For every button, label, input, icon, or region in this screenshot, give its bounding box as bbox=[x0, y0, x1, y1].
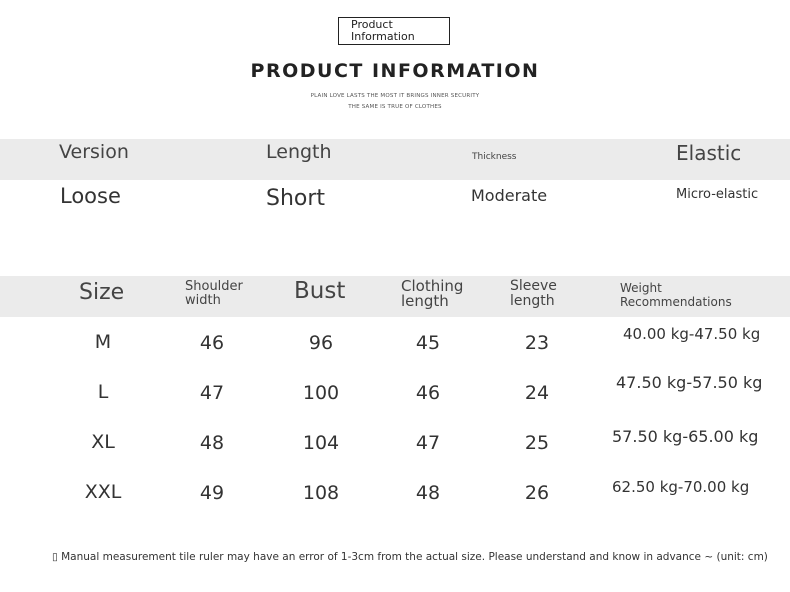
weight-header bbox=[620, 281, 732, 309]
row-xl-shoulder: 48 bbox=[199, 432, 225, 454]
row-xxl-shoulder: 49 bbox=[199, 482, 225, 504]
length-label: Length bbox=[266, 141, 332, 163]
shoulder-width-header bbox=[185, 280, 243, 308]
elastic-label: Elastic bbox=[676, 141, 742, 165]
row-xl-sleeve: 25 bbox=[524, 432, 550, 454]
row-m-shoulder: 46 bbox=[199, 332, 225, 354]
row-l-weight: 47.50 kg-57.50 kg bbox=[616, 373, 763, 392]
row-m-size: M bbox=[94, 331, 112, 353]
row-l-bust: 100 bbox=[302, 382, 340, 404]
clothing-header-line-1: Clothing bbox=[401, 277, 464, 295]
row-xxl-weight: 62.50 kg-70.00 kg bbox=[612, 478, 750, 496]
row-m-bust: 96 bbox=[308, 332, 334, 354]
tag-line-1: Product bbox=[351, 18, 393, 31]
row-xl-size: XL bbox=[91, 431, 115, 453]
elastic-value: Micro-elastic bbox=[676, 187, 759, 202]
clothing-header-line-2: length bbox=[401, 292, 449, 310]
row-m-weight: 40.00 kg-47.50 kg bbox=[623, 325, 761, 343]
row-xl-length: 47 bbox=[415, 432, 441, 454]
measurement-footnote: ▯ Manual measurement tile ruler may have an error of 1-3cm from the actual size. Please understand and know in advance ~ (unit: cm) bbox=[52, 551, 768, 563]
size-header: Size bbox=[79, 280, 125, 305]
bust-header: Bust bbox=[294, 278, 346, 304]
row-xxl-size: XXL bbox=[84, 481, 122, 503]
row-xl-bust: 104 bbox=[302, 432, 340, 454]
sleeve-header-line-1: Sleeve bbox=[510, 278, 557, 294]
row-xxl-sleeve: 26 bbox=[524, 482, 550, 504]
sleeve-length-header bbox=[510, 279, 557, 309]
row-l-sleeve: 24 bbox=[524, 382, 550, 404]
length-value: Short bbox=[266, 186, 326, 211]
row-l-length: 46 bbox=[415, 382, 441, 404]
row-m-sleeve: 23 bbox=[524, 332, 550, 354]
weight-header-line-2: Recommendations bbox=[620, 295, 732, 309]
clothing-length-header bbox=[401, 279, 463, 309]
row-xxl-bust: 108 bbox=[302, 482, 340, 504]
shoulder-header-line-2: width bbox=[185, 293, 221, 308]
subtitle-line-1: PLAIN LOVE LASTS THE MOST IT BRINGS INNER SECURITY bbox=[310, 93, 480, 99]
page-title: PRODUCT INFORMATION bbox=[250, 60, 540, 82]
thickness-value: Moderate bbox=[471, 186, 548, 205]
version-label: Version bbox=[59, 141, 129, 163]
weight-header-line-1: Weight bbox=[620, 281, 662, 295]
row-l-shoulder: 47 bbox=[199, 382, 225, 404]
row-xl-weight: 57.50 kg-65.00 kg bbox=[612, 427, 759, 446]
thickness-label: Thickness bbox=[472, 152, 517, 162]
shoulder-header-line-1: Shoulder bbox=[185, 279, 243, 294]
sleeve-header-line-2: length bbox=[510, 293, 555, 309]
subtitle-line-2: THE SAME IS TRUE OF CLOTHES bbox=[348, 104, 442, 110]
row-xxl-length: 48 bbox=[415, 482, 441, 504]
row-m-length: 45 bbox=[415, 332, 441, 354]
product-information-tag bbox=[338, 17, 450, 45]
row-l-size: L bbox=[97, 381, 109, 403]
tag-line-2: Information bbox=[351, 30, 415, 43]
version-value: Loose bbox=[60, 184, 121, 208]
